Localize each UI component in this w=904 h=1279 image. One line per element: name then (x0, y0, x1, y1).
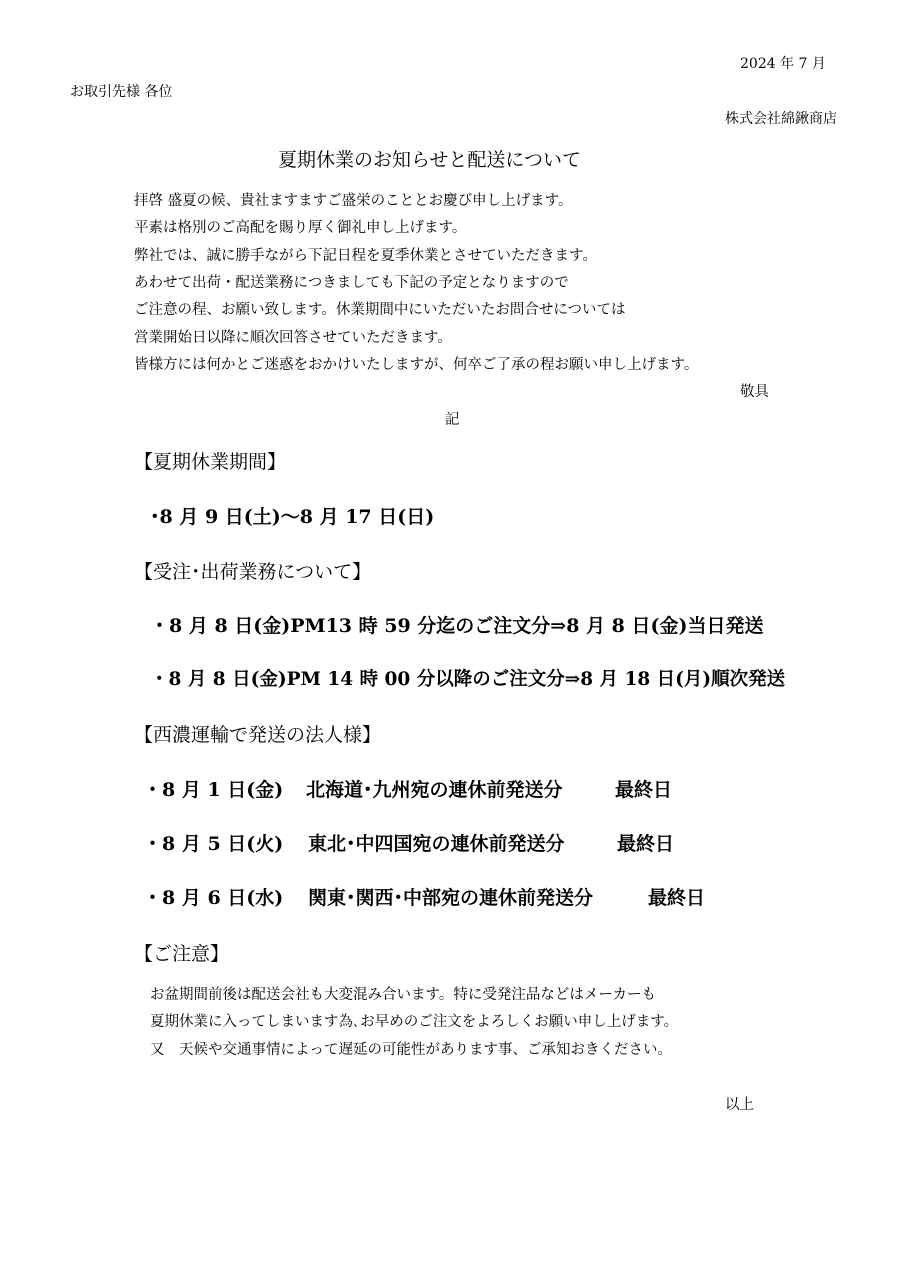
seino-item-desc: 北海道･九州宛の連休前発送分 (306, 779, 563, 801)
seino-item-date: ・8 月 5 日(火) (143, 833, 284, 855)
document-date: 2024 年 7 月 (740, 56, 826, 72)
closing-ijou: 以上 (725, 1097, 754, 1113)
greeting-line: あわせて出荷・配送業務につきましても下記の予定となりますので (134, 275, 569, 291)
closing-keigu: 敬具 (740, 384, 769, 400)
holiday-period: ･8 月 9 日(土)〜8 月 17 日(日) (150, 506, 435, 528)
notes-line: 夏期休業に入ってしまいます為､お早めのご注文をよろしくお願い申し上げます。 (150, 1014, 679, 1030)
orders-item: ・8 月 8 日(金)PM 14 時 00 分以降のご注文分⇒8 月 18 日(月)順次発送 (150, 669, 786, 690)
addressee: お取引先様 各位 (70, 84, 173, 100)
notes-heading: 【ご注意】 (134, 943, 230, 965)
orders-heading: 【受注･出荷業務について】 (134, 561, 372, 583)
seino-item-date: ・8 月 1 日(金) (143, 779, 284, 801)
seino-item-desc: 関東･関西･中部宛の連休前発送分 (308, 887, 594, 909)
orders-item: ・8 月 8 日(金)PM13 時 59 分迄のご注文分⇒8 月 8 日(金)当日発送 (150, 615, 764, 637)
greeting-line: 営業開始日以降に順次回答させていただきます。 (134, 330, 452, 346)
greeting-line: 弊社では、誠に勝手ながら下記日程を夏季休業とさせていただきます。 (134, 248, 597, 264)
seino-item-tag: 最終日 (648, 887, 706, 909)
greeting-line: 平素は格別のご高配を賜り厚く御礼申し上げます。 (134, 220, 467, 236)
greeting-line: 皆様方には何かとご迷惑をおかけいたしますが、何卒ご了承の程お願い申し上げます。 (134, 357, 699, 373)
document-title: 夏期休業のお知らせと配送について (278, 149, 582, 171)
greeting-line: 拝啓 盛夏の候、貴社ますますご盛栄のこととお慶び申し上げます。 (134, 193, 573, 209)
sender-company: 株式会社綿鍬商店 (725, 111, 837, 127)
seino-item-date: ・8 月 6 日(水) (143, 887, 284, 909)
notes-line: お盆期間前後は配送会社も大変混み合います。特に受発注品などはメーカーも (150, 987, 657, 1003)
greeting-line: ご注意の程、お願い致します。休業期間中にいただいたお問合せについては (134, 302, 626, 318)
seino-item-tag: 最終日 (617, 833, 675, 855)
seino-item-tag: 最終日 (615, 779, 673, 801)
ki-marker: 記 (445, 412, 460, 428)
holiday-heading: 【夏期休業期間】 (134, 451, 287, 473)
seino-item-desc: 東北･中四国宛の連休前発送分 (308, 833, 565, 855)
seino-heading: 【西濃運輸で発送の法人様】 (134, 724, 382, 746)
notes-line: 又 天候や交通事情によって遅延の可能性があります事、ご承知おきください。 (150, 1042, 672, 1058)
